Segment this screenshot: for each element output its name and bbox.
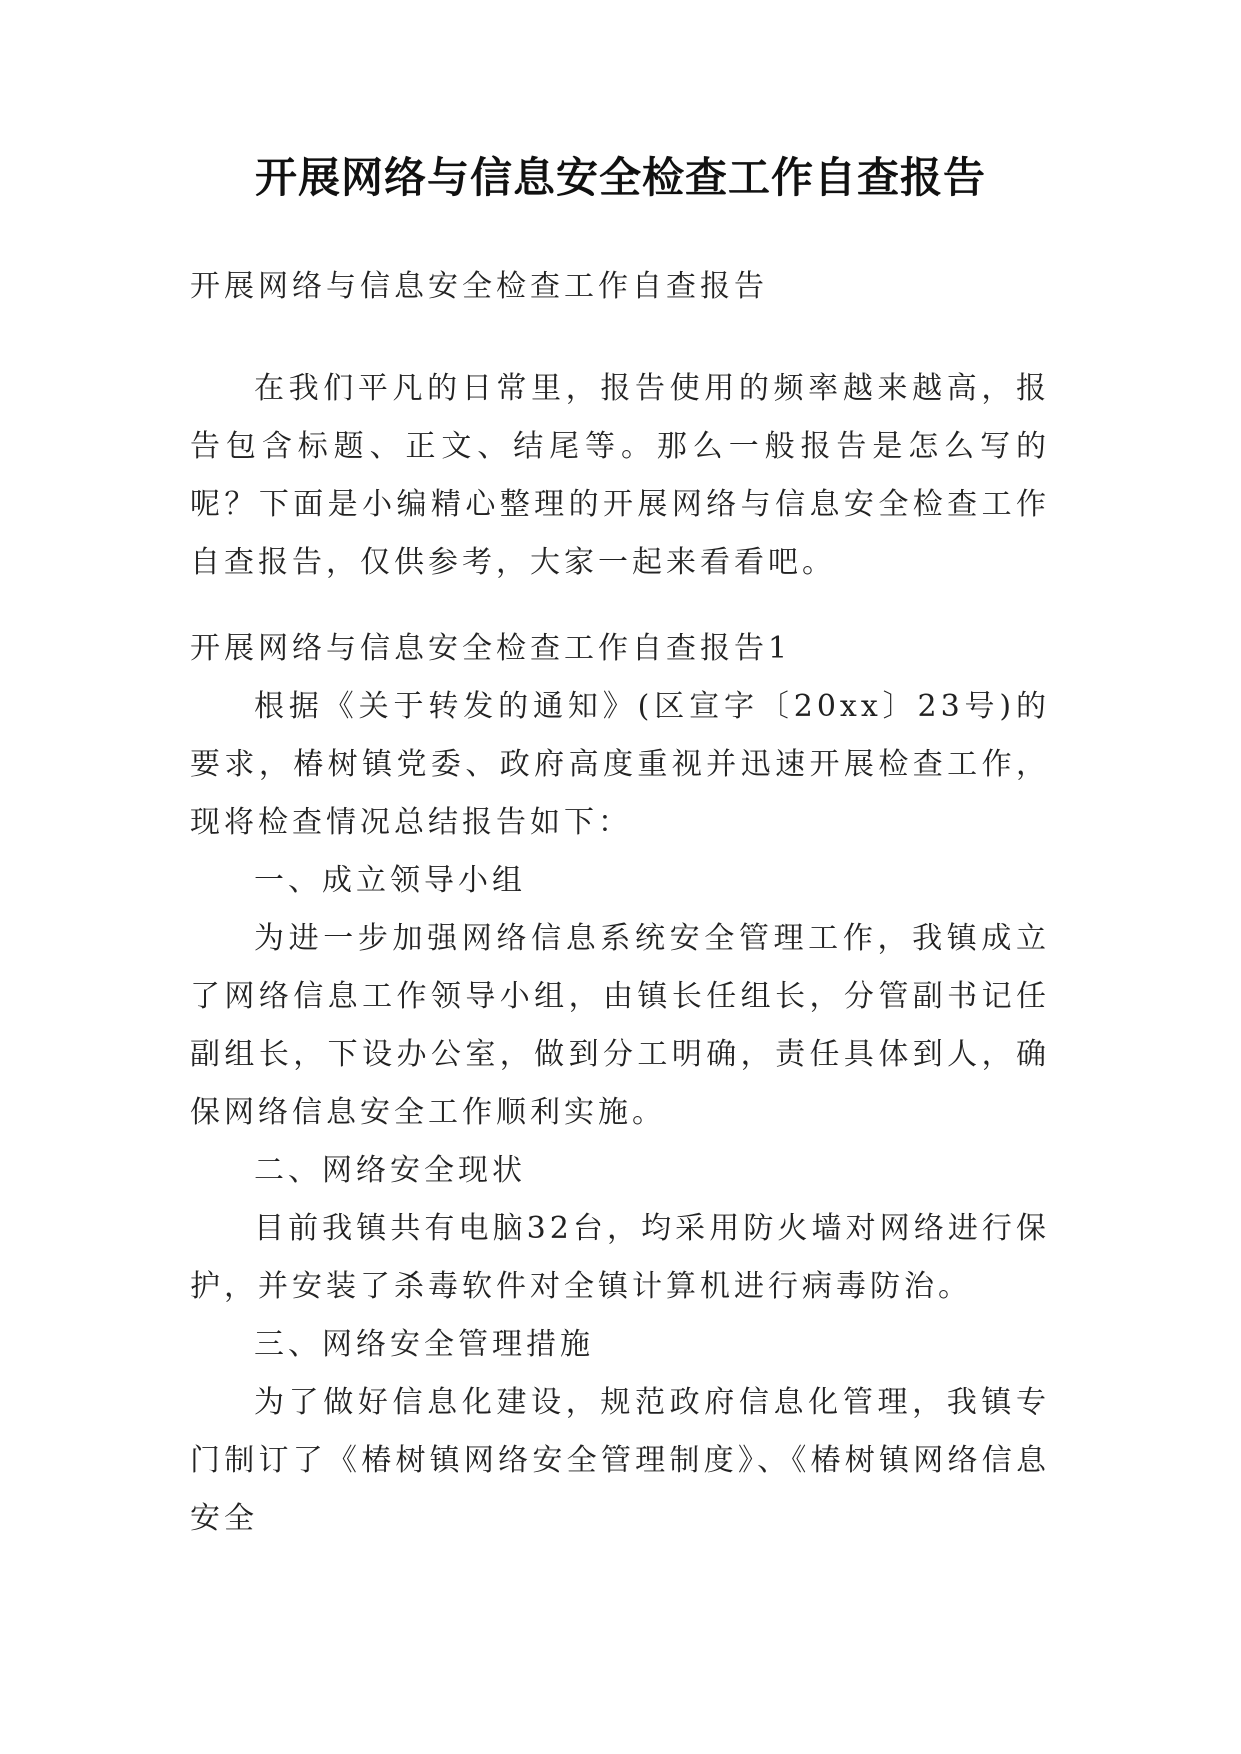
paragraph-1: 根据《关于转发的通知》(区宣字〔20xx〕23号)的要求，椿树镇党委、政府高度重视并迅速开展检查工作，现将检查情况总结报告如下： <box>190 689 1050 840</box>
paragraph-4: 为了做好信息化建设，规范政府信息化管理，我镇专门制订了《椿树镇网络安全管理制度》、《椿树镇网络信息安全 <box>190 1385 1050 1536</box>
document-subtitle: 开展网络与信息安全检查工作自查报告 <box>190 269 768 304</box>
paragraph-2: 为进一步加强网络信息系统安全管理工作，我镇成立了网络信息工作领导小组，由镇长任组长，分管副书记任副组长，下设办公室，做到分工明确，责任具体到人，确保网络信息安全工作顺利实施。 <box>190 921 1050 1130</box>
heading-3: 三、网络安全管理措施 <box>254 1327 594 1362</box>
heading-1: 一、成立领导小组 <box>254 863 526 898</box>
heading-2: 二、网络安全现状 <box>254 1153 526 1188</box>
section-title: 开展网络与信息安全检查工作自查报告1 <box>190 631 792 666</box>
paragraph-3: 目前我镇共有电脑32台，均采用防火墙对网络进行保护，并安装了杀毒软件对全镇计算机进行病毒防治。 <box>190 1211 1050 1304</box>
document-title: 开展网络与信息安全检查工作自查报告 <box>254 153 986 202</box>
intro-paragraph: 在我们平凡的日常里，报告使用的频率越来越高，报告包含标题、正文、结尾等。那么一般报告是怎么写的呢？下面是小编精心整理的开展网络与信息安全检查工作自查报告，仅供参考，大家一起来看看吧。 <box>190 371 1050 580</box>
